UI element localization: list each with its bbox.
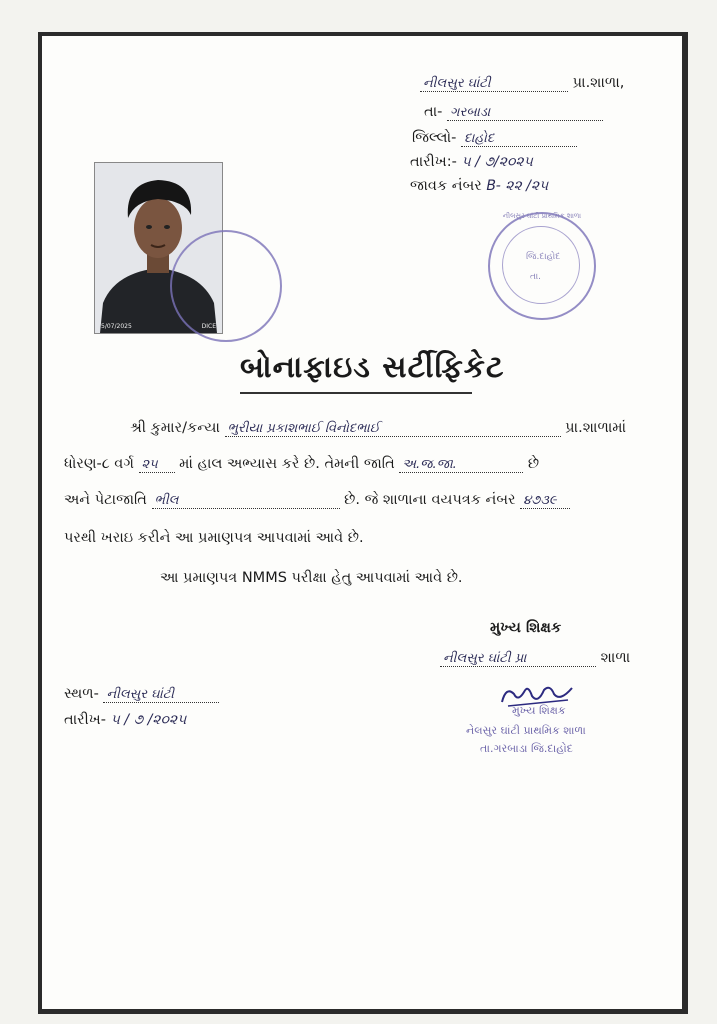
header-outward-value: B- ૨૨ /૨૫ (486, 178, 549, 194)
body-line-5: આ પ્રમાણપત્ર NMMS પરીક્ષા હેતુ આપવામાં આવે છે. (160, 570, 463, 586)
sign-stamp-line3: તા.ગરબાડા જિ.દાહોદ (480, 742, 573, 755)
header-date-label: તારીખ:- (410, 154, 457, 170)
title-underline (240, 392, 472, 394)
head-teacher-school-value: નીલસુર ઘાંટી પ્રા (440, 651, 596, 667)
header-date-value: ૫ / ૭/૨૦૨૫ (461, 154, 533, 170)
seal-stamp-partial (170, 230, 282, 342)
footer-date-line (64, 712, 186, 728)
body-line-4: પરથી ખરાઇ કરીને આ પ્રમાણપત્ર આપવામાં આવે છે. (64, 530, 364, 546)
standard-label: ધોરણ-૮ વર્ગ (64, 456, 134, 472)
header-school-name: નીલસુર ઘાંટી (420, 76, 568, 92)
subcaste-value: ભીલ (152, 493, 340, 509)
header-outward-line (410, 178, 548, 194)
sign-stamp-line2: નેલસુર ઘાંટી પ્રાથમિક શાળા (466, 724, 586, 737)
body-line-2 (64, 456, 539, 473)
footer-date-value: ૫ / ૭ /૨૦૨૫ (110, 712, 187, 728)
footer-date-label: તારીખ- (64, 712, 106, 728)
body-line-3 (64, 492, 570, 509)
register-value: ૪૭૩૯ (520, 493, 570, 509)
header-school-suffix: પ્રા.શાળા, (572, 75, 625, 91)
header-taluka-line (424, 104, 603, 121)
header-outward-label: જાવક નંબર (410, 178, 482, 194)
study-text: માં હાલ અભ્યાસ કરે છે. તેમની જાતિ (179, 456, 395, 472)
photo-caption-date: 5/07/2025 (101, 323, 132, 330)
header-district-line (412, 130, 577, 147)
sign-stamp-line1: મુખ્ય શિક્ષક (512, 704, 566, 717)
place-value: નીલસુર ઘાંટી (103, 687, 219, 703)
header-date-line (410, 154, 533, 170)
school-suffix: પ્રા.શાળામાં (565, 420, 627, 436)
student-name-value: ભુરીયા પ્રકાશભાઈ વિનોદભાઈ (225, 421, 561, 437)
place-line (64, 686, 219, 703)
place-label: સ્થળ- (64, 686, 99, 702)
caste-suffix: છે (527, 456, 540, 472)
header-taluka-label: તા- (424, 104, 443, 120)
header-taluka-value: ગરબાડા (447, 105, 603, 121)
register-label: છે. જે શાળાના વયપત્રક નંબર (344, 492, 516, 508)
class-value: ૨૫ (139, 457, 175, 473)
photo-caption-tag: DICE (201, 323, 216, 330)
school-seal-stamp (488, 212, 596, 320)
body-line-1 (130, 420, 626, 437)
head-teacher-label: મુખ્ય શિક્ષક (490, 620, 562, 636)
school-seal-inner-ring (502, 226, 580, 304)
school-seal-line2: તા. (530, 272, 542, 282)
certificate-title: બોનાફાઇડ સર્ટીફિકેટ (240, 350, 505, 385)
header-district-value: દાહોદ (461, 131, 577, 147)
school-seal-top-text: નીલસુર ઘાંટી પ્રાથમિક શાળા (502, 212, 582, 220)
caste-value: અ.જ.જા. (399, 457, 523, 473)
head-teacher-school-suffix: શાળા (600, 650, 631, 666)
subcaste-label: અને પેટાજાતિ (64, 492, 147, 508)
school-seal-line1: જિ.દાહોદ (526, 252, 561, 262)
student-label: શ્રી કુમાર/કન્યા (130, 420, 220, 436)
header-school-line (420, 75, 624, 92)
header-district-label: જિલ્લો- (412, 130, 457, 146)
head-teacher-school-line (440, 650, 630, 667)
